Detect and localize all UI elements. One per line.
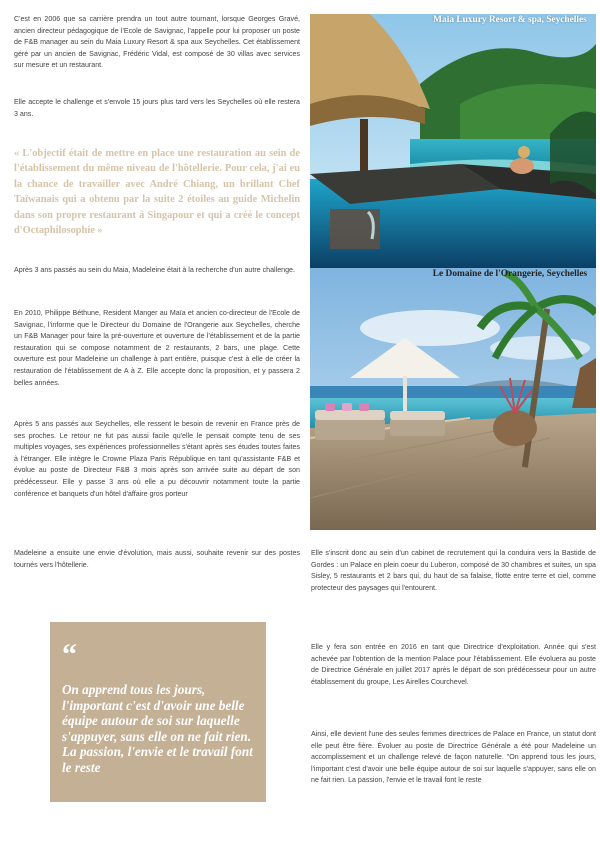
photo-maia-resort bbox=[310, 14, 596, 268]
paragraph-directrice-exploitation: Elle y fera son entrée en 2016 en tant que Directrice d'exploitation. Année qui s'est achevée par l'obtention de la mention Palace pour l'établissement. Elle évoluera au poste de Directrice Générale en juillet 2017 après le départ de son prédécesseur pour un autre établissement du groupe, Les Airelles Courchevel. bbox=[311, 643, 596, 686]
photo-domaine-orangerie bbox=[310, 268, 596, 530]
paragraph-return-france: Après 5 ans passés aux Seychelles, elle ressent le besoin de revenir en France près de ses proches. Le retour ne fut pas aussi facile qu'elle le pensait compte tenu de ses multiples voyages, ses expériences professionnelles s'étant après ses études toutes faites à l'étranger. Elle intègre le Crowne Plaza Paris République en tant qu'assistante F&B et évolue au poste de Directeur F&B 3 mois après son arrivée suite au départ de son prédécesseur. Elle y passe 3 ans où elle a pu découvrir notamment toute la partie conférence et banquets d'un hôtel d'affaire gros porteur bbox=[14, 420, 300, 498]
paragraph-bastide-gordes: Elle s'inscrit donc au sein d'un cabinet de recrutement qui la conduira vers la Bastide de Gordes : un Palace en plein coeur du Luberon, composé de 30 chambres et suites, un spa Sisley, 5 restaurants et 2 bars qui, du haut de sa falaise, flotte entre terre et ciel, comme protecteur des paysages qui l'entourent. bbox=[311, 549, 596, 592]
paragraph-directrice-generale: Ainsi, elle devient l'une des seules femmes directrices de Palace en France, un statut dont elle peut être fière. Évoluer au poste de Directrice Générale a été pour Madeleine un accomplissement et un challenge relevé de façon naturelle. "On apprend tous les jours, l'important c'est d'avoir une belle équipe autour de soi sur laquelle s'appuyer, sans elle on ne fait rien. La passion, l'envie et le travail font le reste bbox=[311, 730, 596, 785]
paragraph-accepts-challenge: Elle accepte le challenge et s'envole 15 jours plus tard vers les Seychelles où elle restera 3 ans. bbox=[14, 98, 300, 118]
pull-quote-box bbox=[50, 622, 266, 802]
inline-quote-chiang: « L'objectif était de mettre en place une restauration au sein de l'établissement du même niveau de l'hôtellerie. Pour cela, j'ai eu la chance de travailler avec André Chiang, un brillant Chef Taïwanais qui a obtenu par la suite 2 étoiles au guide Michelin dans son propre restaurant à Singapour et qui a créé le concept d'Octaphilosophie » bbox=[14, 148, 300, 237]
caption-maia: Maia Luxury Resort & spa, Seychelles bbox=[433, 15, 587, 25]
pull-quote-text: On apprend tous les jours, l'important c'est d'avoir une belle équipe autour de soi sur laquelle s'appuyer, sans elle on ne fait rien. La passion, l'envie et le travail font le reste bbox=[62, 682, 253, 775]
caption-orangerie: Le Domaine de l'Orangerie, Seychelles bbox=[432, 269, 588, 279]
paragraph-career-2006: C'est en 2006 que sa carrière prendra un tout autre tournant, lorsque Georges Gravé, ancien directeur pédagogique de l'Ecole de Savignac, l'appelle pour lui proposer un poste de F&B manager au sein du Maia Luxury Resort & spa aux Seychelles. Cet établissement géré par un ancien de Savignac, Frédéric Vidal, est composé de 30 villas avec services sur mesure et un restaurant. bbox=[14, 15, 300, 70]
paragraph-evolution: Madeleine a ensuite une envie d'évolution, mais aussi, souhaite revenir sur des postes tournés vers l'hôtellerie. bbox=[14, 549, 300, 569]
quote-mark-icon: “ bbox=[62, 638, 77, 671]
paragraph-after-maia: Après 3 ans passés au sein du Maia, Madeleine était à la recherche d'un autre challenge. bbox=[14, 266, 295, 274]
paragraph-orangerie-2010: En 2010, Philippe Béthune, Resident Manger au Maïa et ancien co-directeur de l'Ecole de Savignac, l'informe que le Directeur du Domaine de l'Orangerie aux Seychelles, cherche un F&B Manager pour faire la pré-ouverture et ouverture de l'établissement et de la partie restauration qui se compose notamment de 2 restaurants, 2 bars, une plage. Cette ouverture est pour Madeleine un challenge à part entière, puisque c'est à elle de créer la restauration de l'établissement de A à Z. Elle accepte donc la proposition, et y passera 2 belles années. bbox=[14, 309, 300, 387]
